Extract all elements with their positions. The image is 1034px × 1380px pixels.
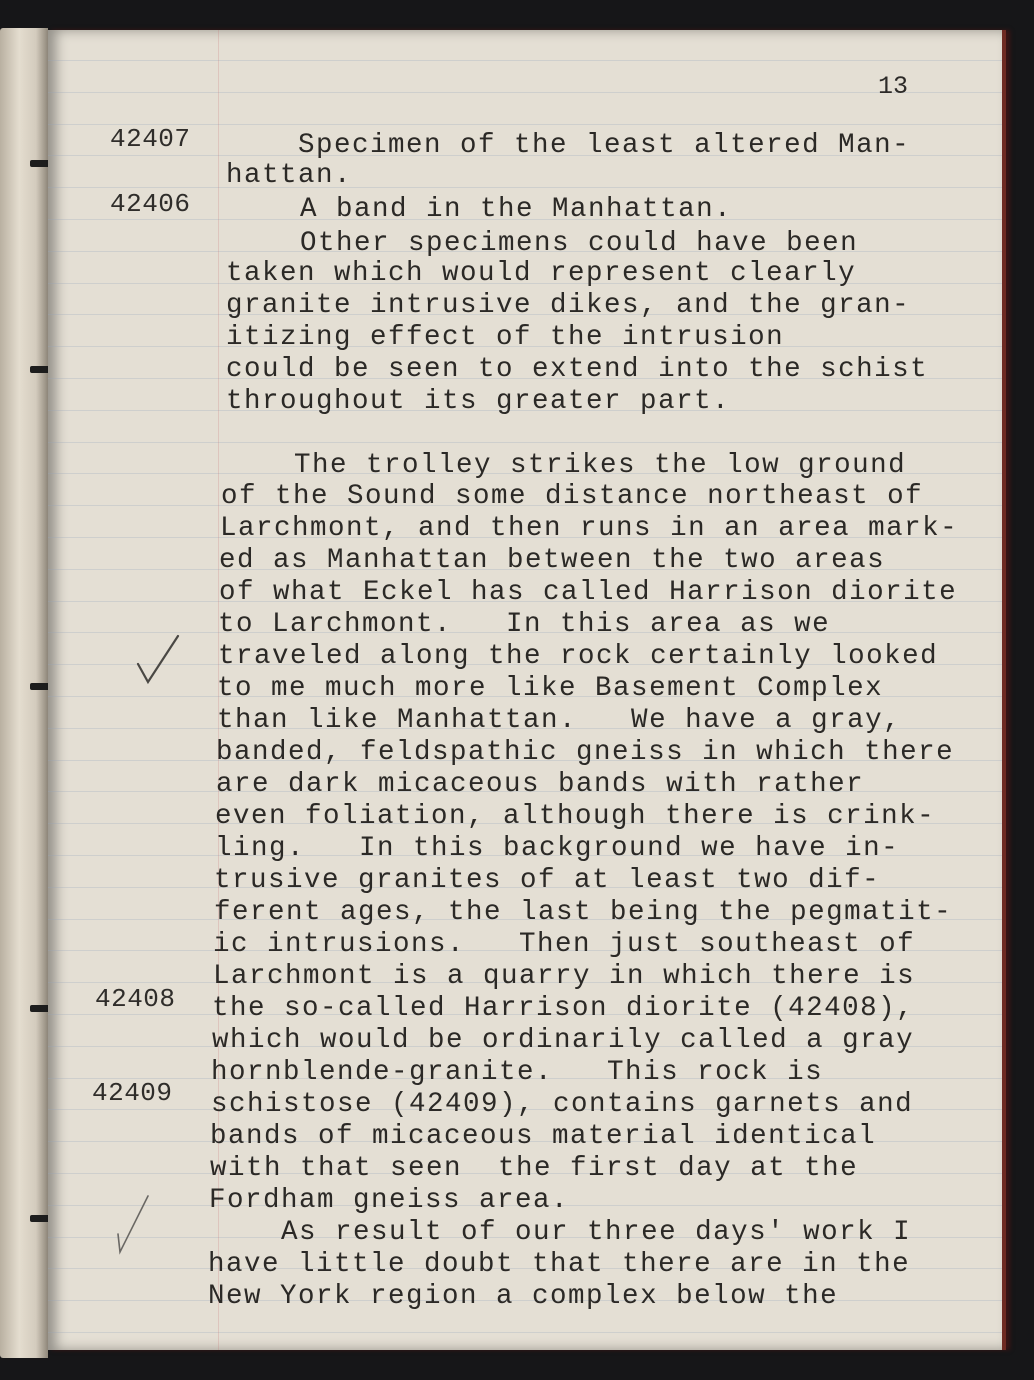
text-line: Fordham gneiss area. bbox=[209, 1185, 570, 1216]
text-line: banded, feldspathic gneiss in which there bbox=[216, 737, 955, 768]
ruled-line bbox=[48, 124, 1002, 125]
text-line: throughout its greater part. bbox=[226, 386, 731, 417]
specimen-number: 42406 bbox=[110, 189, 191, 219]
text-line: of what Eckel has called Harrison diorite bbox=[219, 577, 958, 608]
ruled-line bbox=[48, 442, 1002, 443]
text-line: itizing effect of the intrusion bbox=[226, 322, 785, 353]
text-line: Larchmont, and then runs in an area mark- bbox=[220, 513, 959, 544]
text-line: hattan. bbox=[226, 160, 353, 191]
specimen-number: 42409 bbox=[92, 1078, 173, 1108]
text-line: ferent ages, the last being the pegmatit- bbox=[214, 897, 953, 928]
text-line: than like Manhattan. We have a gray, bbox=[217, 705, 902, 736]
ruled-line bbox=[48, 92, 1002, 93]
text-line: schistose (42409), contains garnets and bbox=[211, 1089, 914, 1120]
text-line: the so-called Harrison diorite (42408), bbox=[212, 993, 915, 1024]
ruled-line bbox=[48, 1332, 1002, 1333]
text-line: ic intrusions. Then just southeast of bbox=[213, 929, 916, 960]
text-line: are dark micaceous bands with rather bbox=[216, 769, 865, 800]
checkmark-icon bbox=[130, 630, 190, 690]
notebook-spine bbox=[0, 28, 48, 1358]
text-line: hornblende-granite. This rock is bbox=[211, 1057, 824, 1088]
text-line: could be seen to extend into the schist bbox=[226, 354, 929, 385]
specimen-number: 42407 bbox=[110, 124, 191, 154]
page-number: 13 bbox=[878, 72, 909, 101]
text-line: The trolley strikes the low ground bbox=[222, 450, 907, 481]
text-line: have little doubt that there are in the bbox=[208, 1249, 911, 1280]
text-line: Larchmont is a quarry in which there is bbox=[213, 961, 916, 992]
text-line: bands of micaceous material identical bbox=[210, 1121, 877, 1152]
text-line: New York region a complex below the bbox=[208, 1281, 839, 1312]
ruled-line bbox=[48, 60, 1002, 61]
text-line: with that seen the first day at the bbox=[210, 1153, 859, 1184]
text-line: to Larchmont. In this area as we bbox=[218, 609, 831, 640]
text-line: which would be ordinarily called a gray bbox=[212, 1025, 915, 1056]
ruled-line bbox=[48, 187, 1002, 188]
text-line: to me much more like Basement Complex bbox=[217, 673, 884, 704]
text-line: As result of our three days' work I bbox=[209, 1217, 912, 1248]
text-line: Specimen of the least altered Man- bbox=[226, 130, 911, 161]
text-line: traveled along the rock certainly looked bbox=[218, 641, 939, 672]
text-line: trusive granites of at least two dif- bbox=[214, 865, 881, 896]
text-line: even foliation, although there is crink- bbox=[215, 801, 936, 832]
text-line: of the Sound some distance northeast of bbox=[221, 481, 924, 512]
text-line: ling. In this background we have in- bbox=[215, 833, 900, 864]
checkmark-icon bbox=[108, 1190, 158, 1260]
text-line: granite intrusive dikes, and the gran- bbox=[226, 290, 911, 321]
text-line: taken which would represent clearly bbox=[226, 258, 857, 289]
text-line: A band in the Manhattan. bbox=[228, 194, 733, 225]
text-line: ed as Manhattan between the two areas bbox=[219, 545, 886, 576]
text-line: Other specimens could have been bbox=[228, 228, 859, 259]
specimen-number: 42408 bbox=[95, 984, 176, 1014]
